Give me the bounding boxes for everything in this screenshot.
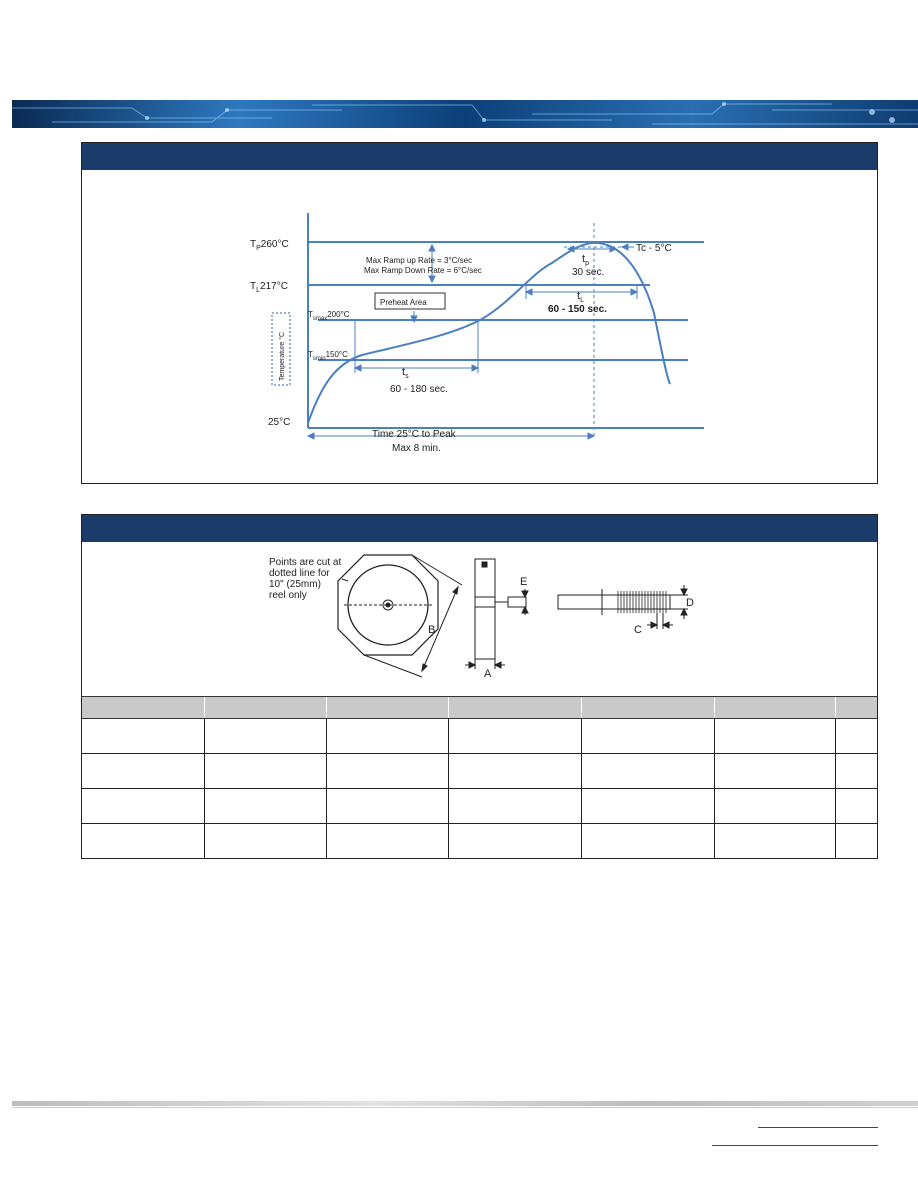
table-cell	[581, 754, 714, 789]
svg-text:60 - 150 sec.: 60 - 150 sec.	[548, 304, 607, 315]
table-row	[82, 719, 877, 754]
table-cell	[835, 719, 877, 754]
svg-text:D: D	[686, 597, 694, 609]
reel-dimensions-panel	[81, 514, 878, 859]
table-cell	[581, 824, 714, 859]
table-cell	[82, 789, 204, 824]
table-cell	[204, 719, 326, 754]
circuit-banner	[12, 100, 918, 128]
table-header-row	[82, 697, 877, 719]
reflow-profile-header-bar	[82, 143, 877, 170]
svg-text:tL: $t_L$	[577, 290, 584, 304]
footer-divider-thin	[12, 1107, 918, 1108]
svg-text:Preheat Area: Preheat Area	[380, 298, 427, 307]
table-cell	[835, 824, 877, 859]
svg-text:Max 8 min.: Max 8 min.	[392, 443, 441, 454]
table-cell	[835, 754, 877, 789]
svg-text:C: C	[634, 624, 642, 636]
table-row	[82, 824, 877, 859]
svg-text:Tsmax200°C: $T_{smax}200^\circ C$	[308, 310, 350, 322]
table-cell	[448, 824, 581, 859]
table-header-cell	[204, 697, 326, 719]
svg-text:A: A	[484, 668, 492, 680]
svg-text:dotted line for: dotted line for	[269, 568, 330, 579]
table-cell	[82, 719, 204, 754]
table-header-cell	[835, 697, 877, 719]
svg-text:Points are cut at: Points are cut at	[269, 557, 342, 568]
svg-text:Temperature °C: Temperature °C	[279, 331, 286, 381]
table-row	[82, 789, 877, 824]
table-cell	[581, 719, 714, 754]
reflow-profile-panel	[81, 142, 878, 484]
table-header-cell	[326, 697, 448, 719]
svg-text:25°C: 25°C	[268, 417, 291, 428]
svg-text:B: B	[428, 624, 436, 636]
table-cell	[82, 824, 204, 859]
svg-text:tp: $t_p$	[582, 253, 589, 267]
reflow-profile-chart	[242, 203, 802, 463]
table-row	[82, 754, 877, 789]
table-header-cell	[448, 697, 581, 719]
table-header-cell	[82, 697, 204, 719]
table-cell	[835, 789, 877, 824]
svg-text:Tc - 5°C: Tc - 5°C	[636, 243, 672, 254]
table-cell	[714, 754, 835, 789]
footer-divider	[12, 1101, 918, 1106]
reel-dimensions-header-bar	[82, 515, 877, 542]
svg-text:Tsmin150°C: $T_{smin}150^\circ C$	[308, 350, 348, 362]
reel-tape-diagram	[262, 551, 702, 681]
svg-text:Max Ramp up Rate = 3°C/sec: Max Ramp up Rate = 3°C/sec	[366, 256, 473, 265]
svg-text:Time 25°C to Peak: Time 25°C to Peak	[372, 429, 456, 440]
table-cell	[714, 719, 835, 754]
table-cell	[82, 754, 204, 789]
svg-text:E: E	[520, 576, 528, 588]
table-cell	[204, 824, 326, 859]
table-cell	[581, 789, 714, 824]
svg-text:30 sec.: 30 sec.	[572, 267, 605, 278]
table-cell	[326, 754, 448, 789]
svg-text:reel only: reel only	[269, 590, 307, 601]
footer-link-2[interactable]	[712, 1145, 878, 1146]
table-cell	[448, 719, 581, 754]
table-cell	[714, 824, 835, 859]
table-cell	[448, 789, 581, 824]
svg-text:60 - 180 sec.: 60 - 180 sec.	[390, 384, 448, 395]
table-header-cell	[714, 697, 835, 719]
table-cell	[326, 789, 448, 824]
table-cell	[204, 789, 326, 824]
svg-text:TL217°C: $T_L217^\circ C$	[250, 281, 288, 294]
footer-link-1[interactable]	[758, 1127, 878, 1128]
table-cell	[326, 824, 448, 859]
dimensions-table	[82, 696, 877, 858]
svg-text:Max Ramp Down Rate = 6°C/sec: Max Ramp Down Rate = 6°C/sec	[364, 266, 482, 275]
table-cell	[326, 719, 448, 754]
svg-text:10" (25mm): 10" (25mm)	[269, 579, 321, 590]
table-cell	[204, 754, 326, 789]
svg-text:TP260°C: $T_P260^\circ C$	[250, 239, 289, 252]
table-cell	[714, 789, 835, 824]
svg-text:ts: $t_s$	[402, 366, 409, 380]
table-header-cell	[581, 697, 714, 719]
table-cell	[448, 754, 581, 789]
